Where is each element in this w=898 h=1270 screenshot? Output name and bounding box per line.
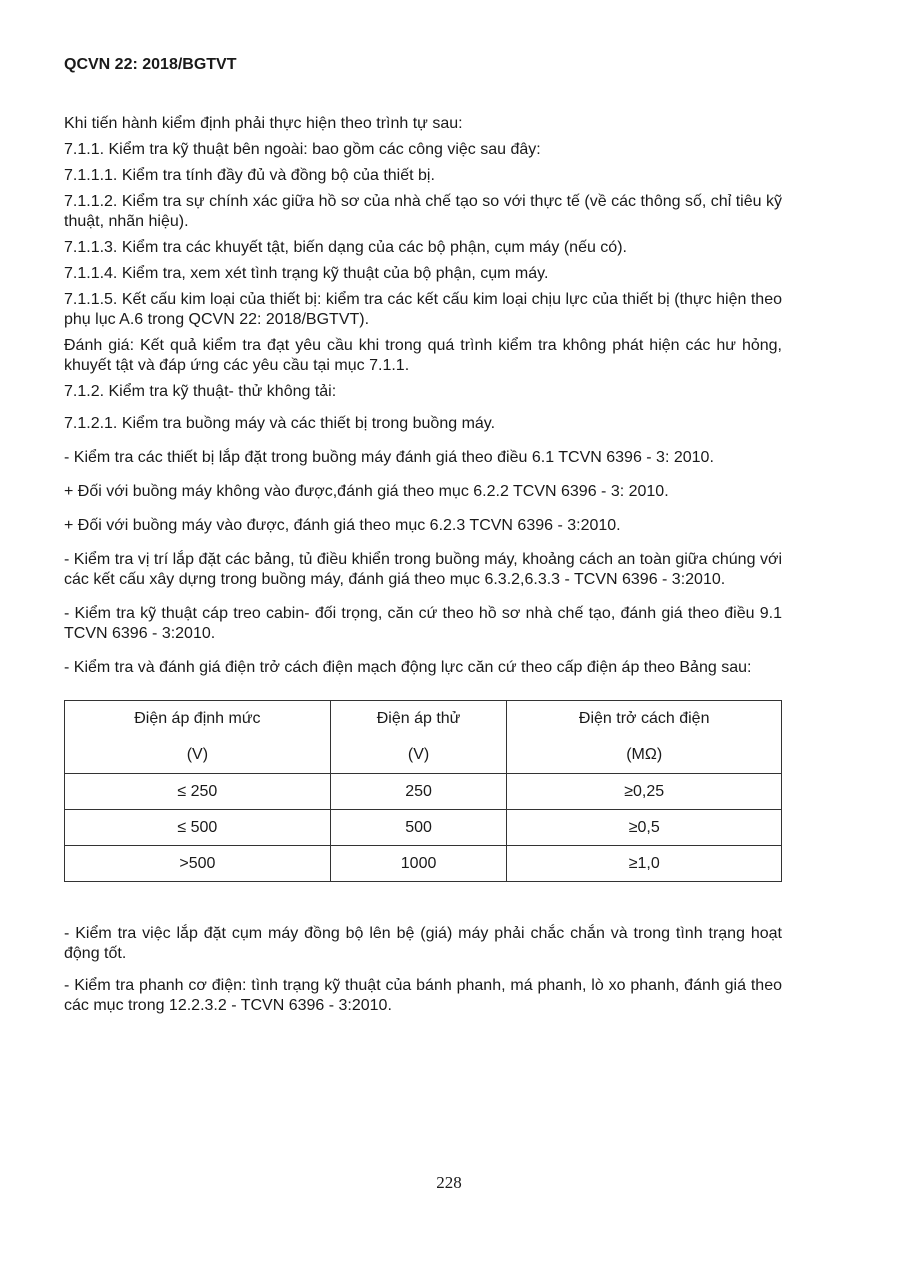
table-row <box>65 846 782 882</box>
table-row <box>65 810 782 846</box>
paragraph: 7.1.1. Kiểm tra kỹ thuật bên ngoài: bao gồm các công việc sau đây: <box>64 141 541 158</box>
table-cell: 1000 <box>330 846 507 882</box>
header-unit: (V) <box>407 746 430 763</box>
table-cell: 500 <box>330 810 507 846</box>
document-body <box>64 114 782 1022</box>
table-cell: ≤ 500 <box>65 810 331 846</box>
paragraph: - Kiểm tra việc lắp đặt cụm máy đồng bộ lên bệ (giá) máy phải chắc chắn và trong tình trạng hoạt động tốt. <box>64 925 782 962</box>
paragraph: 7.1.1.1. Kiểm tra tính đầy đủ và đồng bộ của thiết bị. <box>64 167 435 184</box>
paragraph: Đánh giá: Kết quả kiểm tra đạt yêu cầu khi trong quá trình kiểm tra không phát hiện các hư hỏng, khuyết tật và đáp ứng các yêu cầu tại mục 7.1.1. <box>64 337 782 374</box>
paragraph: 7.1.1.2. Kiểm tra sự chính xác giữa hồ sơ của nhà chế tạo so với thực tế (về các thông số, chỉ tiêu kỹ thuật, nhãn hiệu). <box>64 193 782 230</box>
table-cell: 250 <box>330 774 507 810</box>
paragraph: Khi tiến hành kiểm định phải thực hiện theo trình tự sau: <box>64 115 463 132</box>
post-table-section <box>64 924 782 1016</box>
paragraph: + Đối với buồng máy không vào được,đánh giá theo mục 6.2.2 TCVN 6396 - 3: 2010. <box>64 483 669 500</box>
table-header-row <box>65 701 782 774</box>
insulation-resistance-table <box>64 700 782 882</box>
paragraph: - Kiểm tra phanh cơ điện: tình trạng kỹ thuật của bánh phanh, má phanh, lò xo phanh, đánh giá theo các mục trong 12.2.3.2 - TCVN 6396 - 3:2010. <box>64 977 782 1014</box>
paragraph: 7.1.1.5. Kết cấu kim loại của thiết bị: kiểm tra các kết cấu kim loại chịu lực của thiết bị (thực hiện theo phụ lục A.6 trong QCVN 22: 2018/BGTVT). <box>64 291 782 328</box>
paragraph: - Kiểm tra kỹ thuật cáp treo cabin- đối trọng, căn cứ theo hồ sơ nhà chế tạo, đánh giá theo điều 9.1 TCVN 6396 - 3:2010. <box>64 605 782 642</box>
document-header: QCVN 22: 2018/BGTVT <box>64 56 237 73</box>
paragraph: 7.1.2. Kiểm tra kỹ thuật- thử không tải: <box>64 383 337 400</box>
paragraph: - Kiểm tra các thiết bị lắp đặt trong buồng máy đánh giá theo điều 6.1 TCVN 6396 - 3: 2010. <box>64 449 714 466</box>
header-title: Điện áp thử <box>376 710 461 727</box>
table-cell: ≥0,25 <box>507 774 782 810</box>
table-cell: ≤ 250 <box>65 774 331 810</box>
paragraph: 7.1.1.3. Kiểm tra các khuyết tật, biến dạng của các bộ phận, cụm máy (nếu có). <box>64 239 627 256</box>
paragraph: 7.1.2.1. Kiểm tra buồng máy và các thiết bị trong buồng máy. <box>64 415 496 432</box>
page-number: 228 <box>436 1173 462 1192</box>
table-header-cell <box>507 701 782 774</box>
paragraph: - Kiểm tra và đánh giá điện trở cách điện mạch động lực căn cứ theo cấp điện áp theo Bảng sau: <box>64 659 752 676</box>
table-cell: >500 <box>65 846 331 882</box>
header-unit: (V) <box>186 746 209 763</box>
header-unit: (MΩ) <box>626 746 663 763</box>
header-title: Điện trở cách điện <box>578 710 710 727</box>
table-cell: ≥0,5 <box>507 810 782 846</box>
table-row <box>65 774 782 810</box>
table-header-cell <box>65 701 331 774</box>
paragraph: 7.1.1.4. Kiểm tra, xem xét tình trạng kỹ thuật của bộ phận, cụm máy. <box>64 265 549 282</box>
paragraph: - Kiểm tra vị trí lắp đặt các bảng, tủ điều khiển trong buồng máy, khoảng cách an toàn giữa chúng với các kết cấu xây dựng trong buồng máy, đánh giá theo mục 6.3.2,6.3.3 - TCVN 6396 - 3:2010. <box>64 551 782 588</box>
paragraph: + Đối với buồng máy vào được, đánh giá theo mục 6.2.3 TCVN 6396 - 3:2010. <box>64 517 621 534</box>
table-cell: ≥1,0 <box>507 846 782 882</box>
table-header-cell <box>330 701 507 774</box>
header-title: Điện áp định mức <box>134 710 261 727</box>
